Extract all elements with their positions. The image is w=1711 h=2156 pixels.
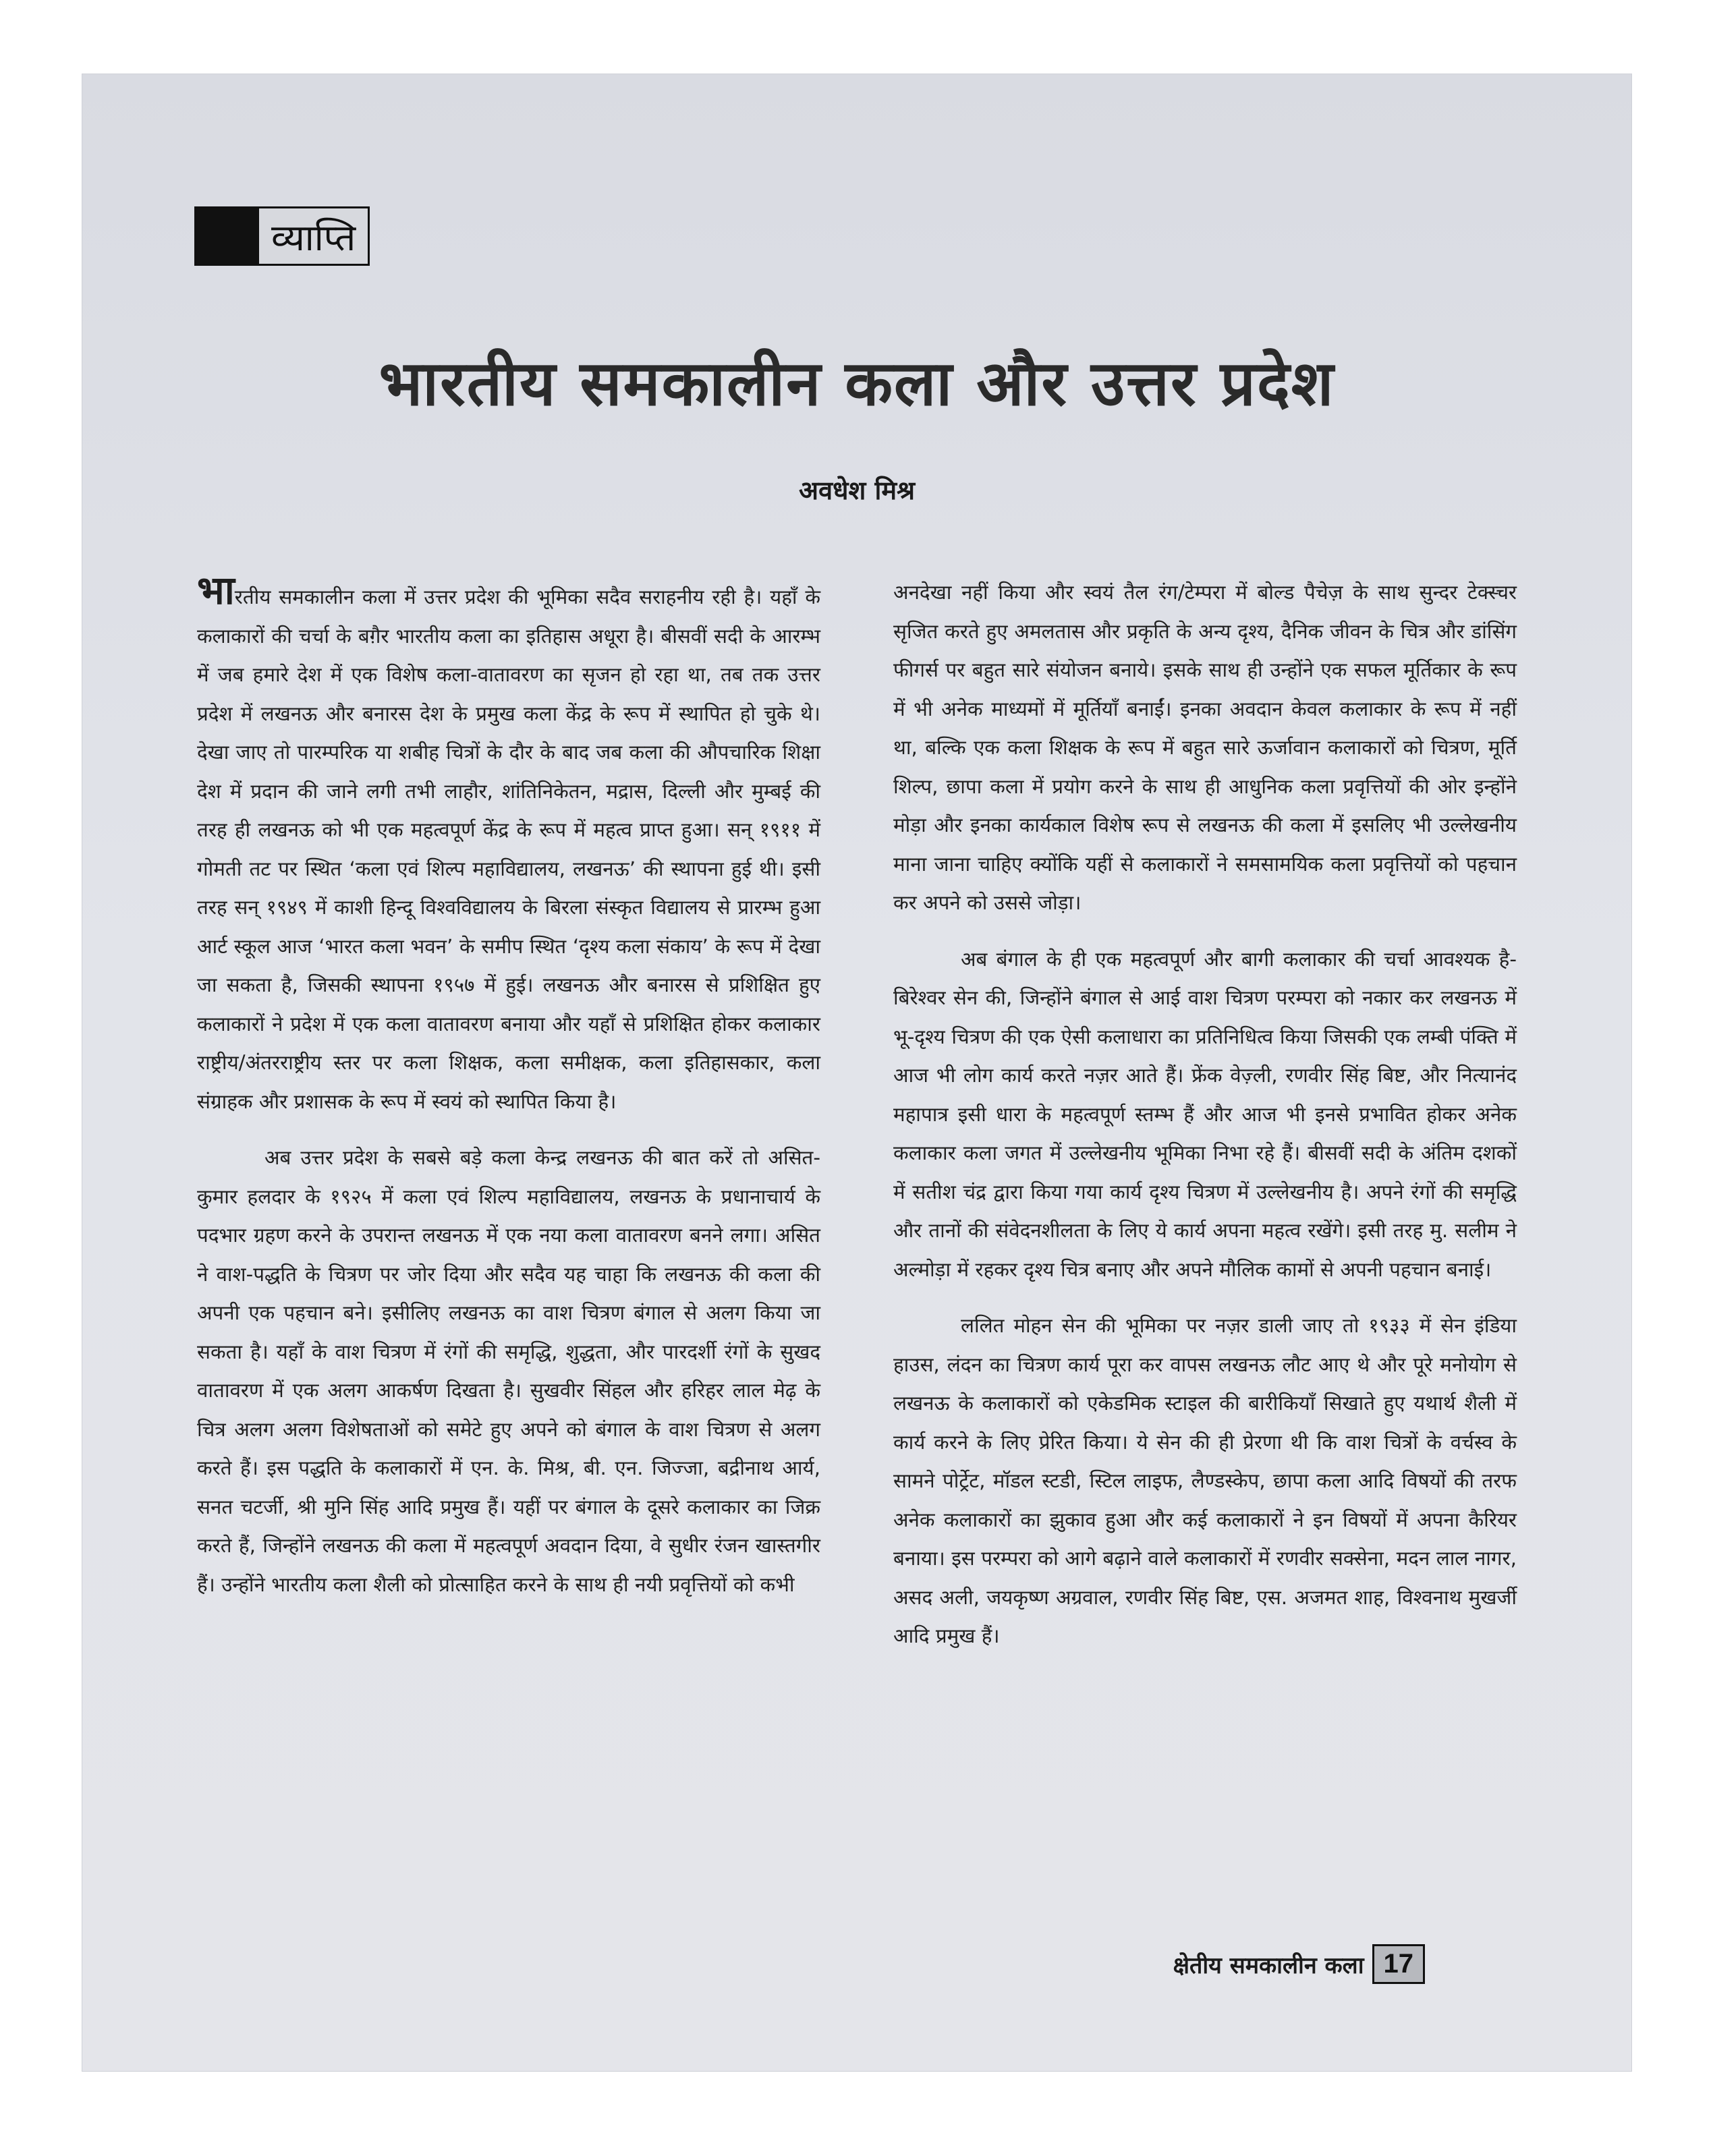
section-tag-block [194,206,259,266]
left-column [197,567,820,1656]
magazine-page [82,74,1631,2071]
article-author: अवधेश मिश्र [798,476,916,505]
paragraph: ललित मोहन सेन की भूमिका पर नज़र डाली जाए तो १९३३ में सेन इंडिया हाउस, लंदन का चित्रण कार्य पूरा कर वापस लखनऊ लौट आए थे और पूरे मनोयोग से लखनऊ के कलाकारों को एकेडमिक स्टाइल की बारीकियाँ सिखाते हुए यथार्थ शैली में कार्य करने के लिए प्रेरित किया। ये सेन की ही प्रेरणा थी कि वाश चित्रों के वर्चस्व के सामने पोर्ट्रेट, मॉडल स्टडी, स्टिल लाइफ, लैण्डस्केप, छापा कला आदि विषयों की तरफ अनेक कलाकारों का झुकाव हुआ और कई कलाकारों ने इन विषयों में अपना कैरियर बनाया। इस परम्परा को आगे बढ़ाने वाले कलाकारों में रणवीर सक्सेना, मदन लाल नागर, असद अली, जयकृष्ण अग्रवाल, रणवीर सिंह बिष्ट, एस. अजमत शाह, विश्वनाथ मुखर्जी आदि प्रमुख हैं। [893,1314,1517,1647]
paragraph: अनदेखा नहीं किया और स्वयं तैल रंग/टेम्परा में बोल्ड पैचेज़ के साथ सुन्दर टेक्स्चर सृजित करते हुए अमलतास और प्रकृति के अन्य दृश्य, दैनिक जीवन के चित्र और डांसिंग फीगर्स पर बहुत सारे संयोजन बनाये। इसके साथ ही उन्होंने एक सफल मूर्तिकार के रूप में भी अनेक माध्यमों में मूर्तियाँ बनाईं। इनका अवदान केवल कलाकार के रूप में नहीं था, बल्कि एक कला शिक्षक के रूप में बहुत सारे ऊर्जावान कलाकारों को चित्रण, मूर्ति शिल्प, छापा कला में प्रयोग करने के साथ ही आधुनिक कला प्रवृत्तियों की ओर इन्होंने मोड़ा और इनका कार्यकाल विशेष रूप से लखनऊ की कला में इसलिए भी उल्लेखनीय माना जाना चाहिए क्योंकि यहीं से कलाकारों ने समसामयिक कला प्रवृत्तियों को पहचान कर अपने को उससे जोड़ा। [893,581,1517,914]
paragraph: अब उत्तर प्रदेश के सबसे बड़े कला केन्द्र लखनऊ की बात करें तो असित-कुमार हलदार के १९२५ में कला एवं शिल्प महाविद्यालय, लखनऊ के प्रधानाचार्य के पदभार ग्रहण करने के उपरान्त लखनऊ में एक नया कला वातावरण बनने लगा। असित ने वाश-पद्धति के चित्रण पर जोर दिया और सदैव यह चाहा कि लखनऊ की कला की अपनी एक पहचान बने। इसीलिए लखनऊ का वाश चित्रण बंगाल से अलग किया जा सकता है। यहाँ के वाश चित्रण में रंगों की समृद्धि, शुद्धता, और पारदर्शी रंगों के सुखद वातावरण में एक अलग आकर्षण दिखता है। सुखवीर सिंहल और हरिहर लाल मेढ़ के चित्र अलग अलग विशेषताओं को समेटे हुए अपने को बंगाल के वाश चित्रण से अलग करते हैं। इस पद्धति के कलाकारों में एन. के. मिश्र, बी. एन. जिज्जा, बद्रीनाथ आर्य, सनत चटर्जी, श्री मुनि सिंह आदि प्रमुख हैं। यहीं पर बंगाल के दूसरे कलाकार का जिक्र करते हैं, जिन्होंने लखनऊ की कला में महत्वपूर्ण अवदान दिया, वे सुधीर रंजन खास्तगीर हैं। उन्होंने भारतीय कला शैली को प्रोत्साहित करने के साथ ही नयी प्रवृत्तियों को कभी [197,1146,820,1596]
paragraph [197,567,820,1121]
article-title: भारतीय समकालीन कला और उत्तर प्रदेश [378,347,1335,420]
right-column [893,573,1517,1656]
section-tag-label: व्याप्ति [259,206,370,266]
running-title: क्षेतीय समकालीन कला [1173,1952,1364,1979]
article-body [197,567,1517,1656]
page-number: 17 [1372,1944,1426,1984]
section-tag [194,206,370,266]
drop-cap: भा [197,567,235,613]
page-footer [1173,1944,1425,1984]
paragraph-text: रतीय समकालीन कला में उत्तर प्रदेश की भूमिका सदैव सराहनीय रही है। यहाँ के कलाकारों की चर्चा के बग़ैर भारतीय कला का इतिहास अधूरा है। बीसवीं सदी के आरम्भ में जब हमारे देश में एक विशेष कला-वातावरण का सृजन हो रहा था, तब तक उत्तर प्रदेश में लखनऊ और बनारस देश के प्रमुख कला केंद्र के रूप में स्थापित हो चुके थे। देखा जाए तो पारम्परिक या शबीह चित्रों के दौर के बाद जब कला की औपचारिक शिक्षा देश में प्रदान की जाने लगी तभी लाहौर, शांतिनिकेतन, मद्रास, दिल्ली और मुम्बई की तरह ही लखनऊ को भी एक महत्वपूर्ण केंद्र के रूप में महत्व प्राप्त हुआ। सन् १९११ में गोमती तट पर स्थित ‘कला एवं शिल्प महाविद्यालय, लखनऊ’ की स्थापना हुई थी। इसी तरह सन् १९४९ में काशी हिन्दू विश्वविद्यालय के बिरला संस्कृत विद्यालय से प्रारम्भ हुआ आर्ट स्कूल आज ‘भारत कला भवन’ के समीप स्थित ‘दृश्य कला संकाय’ के रूप में देखा जा सकता है, जिसकी स्थापना १९५७ में हुई। लखनऊ और बनारस से प्रशिक्षित हुए कलाकारों ने प्रदेश में एक कला वातावरण बनाया और यहाँ से प्रशिक्षित होकर कलाकार राष्ट्रीय/अंतरराष्ट्रीय स्तर पर कला शिक्षक, कला समीक्षक, कला इतिहासकार, कला संग्राहक और प्रशासक के रूप में स्वयं को स्थापित किया है। [197,586,820,1113]
paragraph: अब बंगाल के ही एक महत्वपूर्ण और बागी कलाकार की चर्चा आवश्यक है-बिरेश्वर सेन की, जिन्होंने बंगाल से आई वाश चित्रण परम्परा को नकार कर लखनऊ में भू-दृश्य चित्रण की एक ऐसी कलाधारा का प्रतिनिधित्व किया जिसकी एक लम्बी पंक्ति में आज भी लोग कार्य करते नज़र आते हैं। फ्रेंक वेज़्ली, रणवीर सिंह बिष्ट, और नित्यानंद महापात्र इसी धारा के महत्वपूर्ण स्तम्भ हैं और आज भी इनसे प्रभावित होकर अनेक कलाकार कला जगत में उल्लेखनीय भूमिका निभा रहे हैं। बीसवीं सदी के अंतिम दशकों में सतीश चंद्र द्वारा किया गया कार्य दृश्य चित्रण में उल्लेखनीय है। अपने रंगों की समृद्धि और तानों की संवेदनशीलता के लिए ये कार्य अपना महत्व रखेंगे। इसी तरह मु. सलीम ने अल्मोड़ा में रहकर दृश्य चित्र बनाए और अपने मौलिक कामों से अपनी पहचान बनाई। [893,947,1517,1281]
